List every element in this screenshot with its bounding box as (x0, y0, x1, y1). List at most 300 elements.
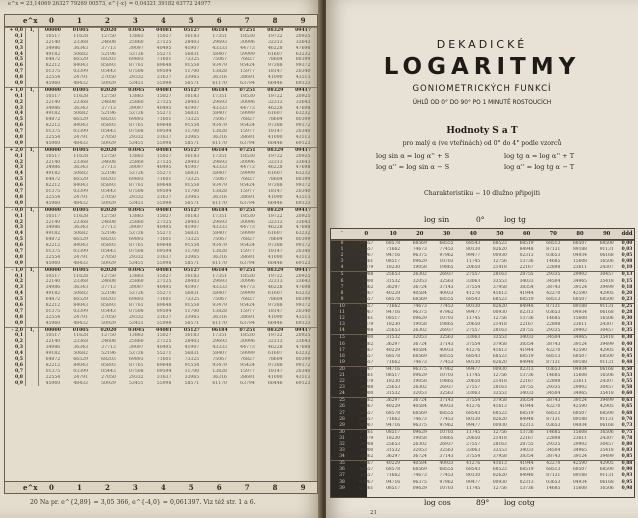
table-cell: 17379 (359, 265, 374, 271)
table-cell: 05443 (101, 248, 116, 254)
table-cell: 66446 (267, 260, 283, 266)
row-label: 26 (339, 404, 345, 410)
table-cell: 71662 (386, 416, 401, 422)
table-cell: 33643 (295, 99, 311, 105)
table-cell: 06168 (599, 310, 614, 316)
table-cell: 13736 (519, 259, 534, 265)
exponential-table-footer (5, 481, 317, 493)
table-cell: 39124 (572, 454, 587, 460)
table-cell: 13828 (212, 189, 227, 195)
table-cell: 87761 (128, 302, 144, 308)
table-cell: 39097 (128, 165, 144, 171)
table-cell: 43513 (295, 314, 311, 320)
table-cell: 58407 (212, 231, 227, 237)
table-cell: 28403 (184, 39, 200, 45)
table-cell: 05443 (101, 308, 116, 314)
exponential-table-header (5, 15, 317, 27)
table-cell: 69893 (128, 177, 144, 183)
table-cell: 31532 (386, 335, 401, 341)
row-label: + 2,0 (5, 148, 26, 154)
table-cell: 68507 (572, 241, 587, 246)
table-cell: 22554 (45, 75, 61, 81)
table-cell: 46228 (267, 165, 283, 171)
row-difference: 0,73 (621, 422, 633, 428)
table-cell: 32563 (439, 391, 454, 397)
table-cell: 16506 (599, 316, 614, 322)
table-cell: 78604 (267, 356, 283, 362)
table-cell: 13883 (128, 273, 144, 279)
table-cell: 91554 (184, 183, 200, 189)
table-cell: 55998 (156, 380, 172, 386)
formula-inverse-tg: log α'' = log tg α − T (504, 163, 575, 171)
table-cell: 34504 (546, 391, 561, 397)
table-cell: 55271 (156, 351, 172, 357)
table-cell: 41613 (492, 404, 507, 410)
table-cell: 30996 (240, 159, 255, 165)
table-cell: 40495 (156, 285, 172, 291)
table-cell: 17379 (359, 322, 374, 328)
row-label: 0,3 (5, 285, 26, 291)
table-cell: 36297 (386, 454, 401, 460)
table-cell: 69893 (128, 297, 144, 303)
table-cell: 38354 (519, 341, 534, 347)
table-cell: 48432 (73, 140, 88, 146)
table-cell: 84043 (73, 63, 88, 69)
row-label: 3 (340, 259, 344, 265)
table-cell: 03045 (128, 147, 145, 153)
table-cell: 47698 (295, 165, 311, 171)
table-cell: 23368 (73, 159, 88, 165)
table-cell: 11745 (466, 429, 481, 435)
table-cell: 24307 (599, 265, 614, 271)
row-label: 11 (339, 310, 345, 316)
table-cell: 36343 (73, 165, 88, 171)
row-difference: 0,53 (621, 372, 633, 378)
table-cell: 92967 (359, 310, 374, 316)
table-cell: 43513 (295, 75, 311, 81)
table-cell: 37958 (492, 284, 507, 290)
row-difference: 0,50 (621, 366, 633, 372)
table-cell: 63232 (295, 51, 311, 57)
table-cell: 31532 (386, 448, 401, 454)
label-log-sin: log sin (424, 215, 450, 224)
row-label: 0,9 (5, 81, 26, 87)
column-header: e^x (23, 16, 38, 25)
table-cell: 18147 (267, 129, 283, 135)
table-cell: 96375 (412, 253, 427, 259)
table-cell: 43513 (295, 135, 311, 141)
table-cell: 09594 (156, 308, 172, 314)
row-label: 0,2 (5, 40, 26, 46)
row-difference: 0,35 (621, 328, 633, 334)
table-cell: 42905 (599, 347, 614, 353)
row-label: 0,2 (5, 339, 26, 345)
table-cell: 36724 (412, 398, 427, 404)
table-cell: 42270 (546, 461, 561, 467)
table-cell: 68203 (101, 57, 116, 63)
left-footer-note: 20 Na pr. e^{2,89} = 3,05 366, e^{-4,0} = 0,061397. Viz též str. 1 a 6. (30, 499, 256, 506)
table-cell: 08329 (267, 147, 284, 153)
row-label: 0,3 (5, 345, 26, 351)
table-cell: 40495 (156, 225, 172, 231)
table-cell: 18230 (386, 265, 401, 271)
table-cell: 27125 (156, 39, 172, 45)
table-cell: 08329 (267, 267, 284, 273)
table-cell: 20340 (295, 308, 311, 314)
table-cell: 71601 (156, 356, 172, 362)
table-cell: 99477 (466, 253, 481, 259)
table-cell: 55271 (156, 231, 172, 237)
table-cell: 03653 (546, 422, 561, 428)
table-cell: 21418 (492, 265, 507, 271)
table-cell: 18147 (267, 248, 283, 254)
table-cell: 01005 (72, 207, 89, 213)
table-cell: 61607 (267, 231, 283, 237)
table-row (331, 423, 634, 429)
row-label: 25 (339, 398, 345, 404)
table-cell: 68203 (101, 356, 116, 362)
table-cell: 25653 (386, 385, 401, 391)
table-cell: 82620 (492, 303, 507, 309)
row-label: 0,3 (5, 106, 26, 112)
table-cell: 18147 (267, 189, 283, 195)
table-cell: 03045 (128, 87, 145, 93)
table-cell: 24307 (599, 322, 614, 328)
table-cell: 68555 (439, 353, 454, 359)
table-cell: 37554 (466, 398, 481, 404)
table-cell: 36316 (212, 314, 227, 320)
table-cell: 22167 (519, 265, 534, 271)
row-label: 0,1 (5, 214, 26, 220)
table-cell: 27557 (466, 385, 481, 391)
table-cell: 32313 (267, 39, 283, 45)
table-cell: 59999 (240, 111, 255, 117)
table-cell: 27557 (466, 442, 481, 447)
table-cell: 75067 (212, 297, 227, 303)
table-cell: 53451 (128, 380, 144, 386)
row-label: 38 (339, 479, 345, 485)
table-cell: 37958 (492, 454, 507, 460)
table-cell: 96375 (412, 366, 427, 372)
table-row (331, 240, 634, 247)
table-cell: 31000 (359, 335, 374, 341)
table-cell: 18230 (386, 379, 401, 385)
table-cell: 82620 (492, 359, 507, 365)
row-exponent (26, 201, 39, 207)
row-label: - 1,0 (5, 268, 26, 274)
table-cell: 42590 (572, 404, 587, 410)
table-cell: 29335 (546, 385, 561, 391)
table-cell: 03399 (73, 248, 88, 254)
table-cell: 39097 (128, 345, 144, 351)
table-cell: 76827 (240, 297, 255, 303)
table-cell: 18147 (267, 69, 283, 75)
table-cell: 09629 (412, 485, 427, 491)
table-cell: 74673 (412, 303, 427, 309)
table-cell: 68507 (572, 410, 587, 416)
table-cell: 34033 (519, 448, 534, 454)
table-cell: 22898 (546, 322, 561, 328)
table-cell: 56831 (184, 231, 200, 237)
table-cell: 74673 (412, 473, 427, 479)
table-cell: 17379 (359, 435, 374, 441)
table-cell: 10703 (439, 485, 454, 491)
table-cell: 39097 (128, 45, 144, 51)
table-cell: 39499 (599, 398, 614, 404)
table-cell: 04934 (572, 253, 587, 259)
table-cell: 08517 (386, 259, 401, 265)
table-cell: 41090 (267, 75, 283, 81)
table-cell: 40229 (386, 404, 401, 410)
table-cell: 11700 (184, 308, 200, 314)
table-cell: 73325 (184, 237, 200, 243)
row-label: 0,8 (5, 375, 26, 381)
table-cell: 33965 (184, 135, 200, 141)
table-cell: 95424 (240, 63, 255, 69)
table-cell: 36297 (386, 398, 401, 404)
table-cell: 37713 (101, 225, 116, 231)
table-cell: 91554 (184, 63, 200, 69)
table-cell: 61170 (212, 200, 227, 206)
table-cell: 41907 (184, 285, 200, 291)
table-cell: 28403 (184, 339, 200, 345)
table-cell: 02313 (519, 366, 534, 372)
row-label: 28 (339, 416, 345, 422)
table-cell: 73325 (184, 117, 200, 123)
table-cell: 29902 (572, 272, 587, 278)
table-cell: 44773 (240, 225, 255, 231)
table-cell: 71601 (156, 57, 172, 63)
table-cell: 89188 (572, 473, 587, 479)
row-difference: 0,58 (621, 385, 633, 391)
table-cell: 50929 (101, 140, 116, 146)
table-cell: 49182 (45, 231, 61, 237)
table-cell: 33643 (295, 39, 311, 45)
label-log-cotg: log cotg (504, 498, 535, 507)
table-row (331, 328, 634, 334)
column-header: 90 (603, 231, 611, 237)
table-cell: 36724 (412, 341, 427, 347)
table-cell: 35862 (359, 341, 374, 347)
table-cell: 91554 (184, 302, 200, 308)
table-cell: 28403 (184, 279, 200, 285)
table-cell: 71662 (386, 247, 401, 253)
table-cell: 32563 (439, 278, 454, 284)
table-cell: 24988 (359, 328, 374, 334)
row-label: 35 (339, 461, 345, 467)
table-cell: 68500 (599, 296, 614, 302)
table-cell: 80399 (295, 177, 311, 183)
table-cell: 12756 (492, 259, 507, 265)
table-cell: 94716 (386, 253, 401, 259)
label-log-cos: log cos (424, 498, 451, 507)
table-cell: 19722 (267, 153, 283, 159)
table-cell: 41090 (267, 194, 283, 200)
table-cell: 68203 (101, 237, 116, 243)
table-cell: 23611 (572, 265, 587, 271)
table-cell: 29693 (212, 219, 227, 225)
table-cell: 01375 (45, 248, 61, 254)
table-cell: 42590 (572, 290, 587, 296)
table-cell: 07251 (239, 267, 256, 273)
table-cell: 76827 (240, 117, 255, 123)
table-cell: 22167 (519, 379, 534, 385)
table-cell: 95424 (240, 243, 255, 249)
table-cell: 36316 (212, 135, 227, 141)
table-cell: 02313 (519, 479, 534, 485)
table-cell: 32313 (267, 159, 283, 165)
table-cell: 00930 (492, 253, 507, 259)
table-cell: 89648 (156, 123, 172, 129)
table-cell: 36316 (212, 194, 227, 200)
row-label: 0,5 (5, 177, 26, 183)
table-cell: 41613 (492, 461, 507, 467)
table-cell: 10703 (439, 316, 454, 322)
row-difference: 0,33 (621, 322, 633, 328)
table-cell: 18530 (240, 333, 255, 339)
table-cell: 39867 (359, 461, 374, 467)
table-cell: 24608 (101, 219, 116, 225)
table-cell: 27125 (156, 219, 172, 225)
table-cell: 25860 (128, 99, 144, 105)
row-difference: 0,00 (621, 241, 633, 246)
table-cell: 11628 (73, 153, 88, 159)
table-cell: 24791 (73, 75, 88, 81)
column-header: 2 (104, 16, 110, 25)
table-cell: 48432 (73, 260, 88, 266)
table-cell: 37958 (492, 341, 507, 347)
table-cell: 03045 (128, 267, 145, 273)
table-cell: 13736 (519, 429, 534, 435)
table-cell: 68555 (439, 467, 454, 473)
table-cell: 06184 (211, 28, 228, 33)
table-cell: 31532 (386, 391, 401, 397)
row-exponent (26, 381, 39, 387)
table-cell: 28163 (492, 442, 507, 447)
table-cell: 04934 (572, 366, 587, 372)
table-cell: 13883 (128, 213, 144, 219)
table-cell: 20340 (295, 248, 311, 254)
table-cell: 10517 (45, 213, 61, 219)
table-cell: 08329 (267, 87, 284, 93)
column-header: 6 (216, 16, 222, 25)
table-cell: 53451 (128, 81, 144, 87)
table-cell: 28403 (184, 159, 200, 165)
table-cell: 32313 (267, 339, 283, 345)
table-cell: 30996 (240, 99, 255, 105)
table-cell: 89648 (156, 302, 172, 308)
log-trig-table-header (331, 229, 634, 240)
table-cell: 93479 (212, 183, 227, 189)
table-cell: 41276 (466, 290, 481, 296)
table-cell: 68569 (412, 353, 427, 359)
table-cell: 44773 (240, 165, 255, 171)
table-cell: 38743 (546, 398, 561, 404)
table-cell: 85893 (101, 63, 116, 69)
column-header: 7 (244, 483, 250, 492)
table-cell: 87131 (546, 303, 561, 309)
table-cell: 11628 (73, 273, 88, 279)
table-cell: 36343 (73, 345, 88, 351)
table-cell: 37143 (439, 398, 454, 404)
column-header: 3 (132, 16, 138, 25)
row-label: 10 (339, 303, 345, 309)
row-label: 0,9 (5, 261, 26, 267)
table-cell: 25860 (128, 219, 144, 225)
table-cell: 58571 (184, 260, 200, 266)
table-cell: 89648 (156, 63, 172, 69)
table-cell: 85893 (101, 302, 116, 308)
column-header: 20 (416, 231, 424, 237)
row-label: 0,5 (5, 297, 26, 303)
table-cell: 68557 (359, 247, 374, 253)
table-cell: 32313 (267, 279, 283, 285)
table-cell: 34986 (45, 285, 61, 291)
table-cell: 71662 (386, 303, 401, 309)
table-cell: 13828 (212, 308, 227, 314)
table-cell: 16183 (184, 153, 200, 159)
table-cell: 63232 (295, 291, 311, 297)
exponential-table (4, 14, 318, 494)
table-cell: 41613 (492, 347, 507, 353)
table-cell: 29332 (128, 135, 144, 141)
table-cell: 15027 (156, 33, 172, 39)
table-cell: 76827 (240, 237, 255, 243)
title-range: ÚHLŮ OD 0° DO 90° PO 1 MINUTĚ ROSTOUCÍCH (412, 100, 552, 106)
table-cell: 99477 (466, 366, 481, 372)
table-cell: 50929 (101, 380, 116, 386)
table-cell: 69893 (128, 117, 144, 123)
table-cell: 43333 (212, 285, 227, 291)
table-cell: 07508 (128, 368, 144, 374)
table-cell: 64872 (45, 117, 61, 123)
table-cell: 68203 (101, 177, 116, 183)
row-exponent: 1, (26, 268, 39, 274)
table-cell: 05127 (183, 28, 200, 33)
row-label: 27 (339, 410, 345, 416)
row-label: 0,5 (5, 117, 26, 123)
table-cell: 11745 (466, 316, 481, 322)
table-cell: 92967 (359, 422, 374, 428)
row-difference: 0,70 (621, 416, 633, 422)
table-cell: 84043 (73, 183, 88, 189)
table-cell: 33643 (295, 339, 311, 345)
column-header: e^x (23, 483, 38, 492)
table-cell: 25653 (386, 328, 401, 334)
table-cell: 03399 (73, 69, 88, 75)
row-difference: 0,80 (621, 442, 633, 447)
table-cell: 07251 (239, 147, 256, 153)
table-cell: 36343 (73, 285, 88, 291)
table-cell: 34965 (572, 278, 587, 284)
table-cell: 84948 (519, 359, 534, 365)
table-cell: 19058 (412, 322, 427, 328)
table-cell: 30457 (599, 385, 614, 391)
table-cell: 37713 (101, 285, 116, 291)
table-cell: 16506 (599, 259, 614, 265)
table-cell: 33553 (492, 448, 507, 454)
table-cell: 13828 (212, 129, 227, 135)
table-cell: 19865 (439, 265, 454, 271)
table-cell: 87761 (128, 362, 144, 368)
column-header: 1 (76, 483, 82, 492)
table-cell: 15977 (240, 69, 255, 75)
table-cell: 68500 (599, 467, 614, 473)
table-cell: 69893 (128, 57, 144, 63)
table-cell: 22140 (45, 219, 61, 225)
table-cell: 04081 (156, 87, 173, 93)
table-cell: 61170 (212, 380, 227, 386)
